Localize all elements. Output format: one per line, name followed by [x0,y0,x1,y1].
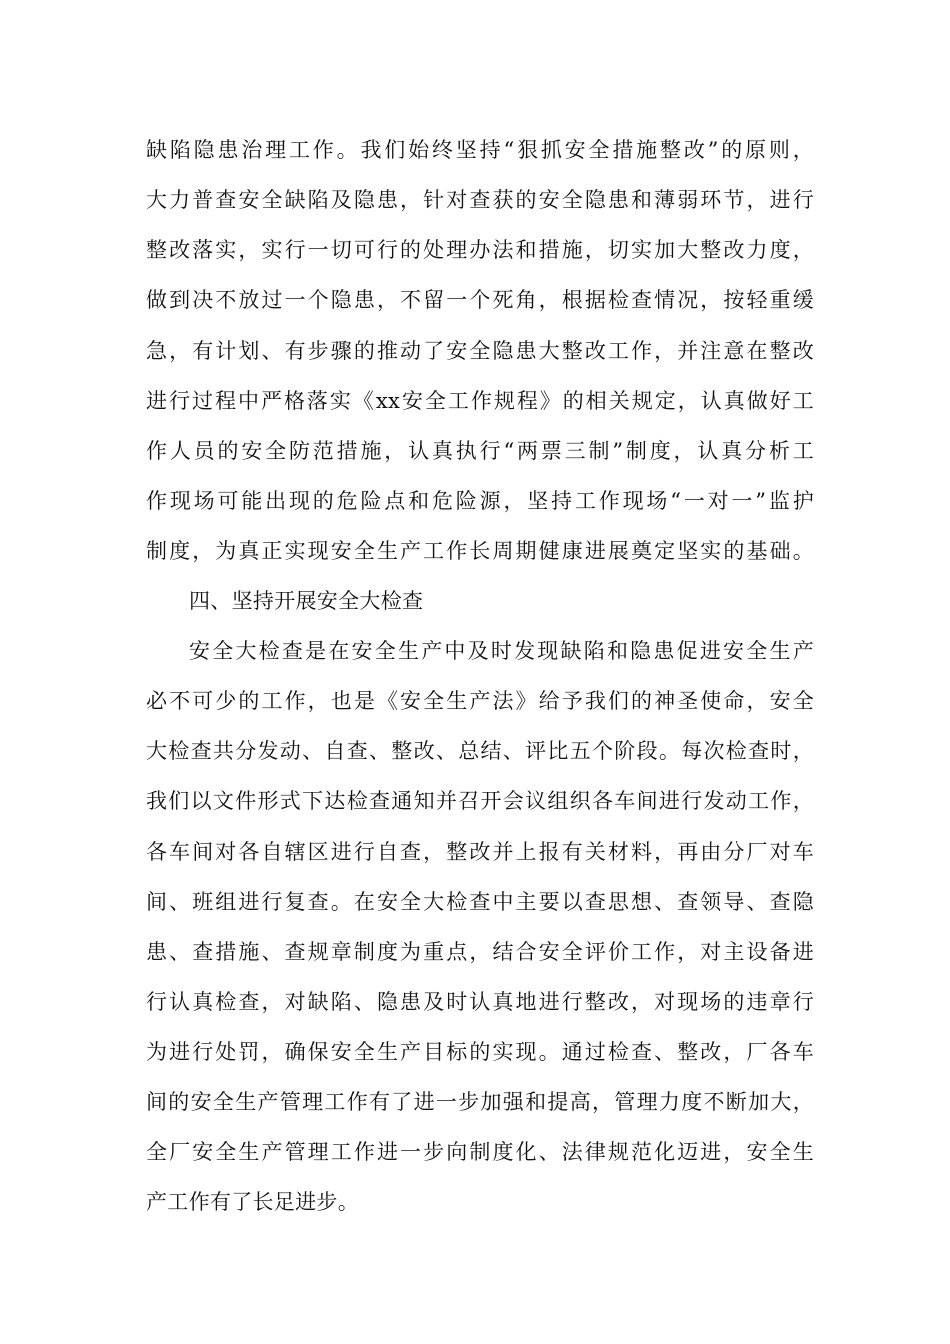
body-text-line: 安全大检查是在安全生产中及时发现缺陷和隐患促进安全生产 [189,639,814,663]
body-text-line: 患、查措施、查规章制度为重点，结合安全评价工作，对主设备进 [146,940,814,964]
body-text-line: 间的安全生产管理工作有了进一步加强和提高，管理力度不断加大， [146,1090,814,1114]
body-text-line: 整改落实，实行一切可行的处理办法和措施，切实加大整改力度， [146,238,814,262]
body-text-line: 制度，为真正实现安全生产工作长周期健康进展奠定坚实的基础。 [146,539,814,563]
body-text-line: 急，有计划、有步骤的推动了安全隐患大整改工作，并注意在整改 [146,339,814,363]
body-text-line: 缺陷隐患治理工作。我们始终坚持“狠抓安全措施整改”的原则， [146,138,814,162]
body-text-line: 作现场可能出现的危险点和危险源，坚持工作现场“一对一”监护 [146,489,814,513]
body-text-line: 大力普查安全缺陷及隐患，针对查获的安全隐患和薄弱环节，进行 [146,188,814,212]
body-text-line: 作人员的安全防范措施，认真执行“两票三制”制度，认真分析工 [146,439,814,463]
body-text-line: 我们以文件形式下达检查通知并召开会议组织各车间进行发动工作， [146,789,814,813]
body-text-line: 做到决不放过一个隐患，不留一个死角，根据检查情况，按轻重缓 [146,288,814,312]
body-text-line: 行认真检查，对缺陷、隐患及时认真地进行整改，对现场的违章行 [146,990,814,1014]
body-text-line: 必不可少的工作，也是《安全生产法》给予我们的神圣使命，安全 [146,689,814,713]
body-text-line: 进行过程中严格落实《xx安全工作规程》的相关规定，认真做好工 [146,389,814,413]
body-text-line: 大检查共分发动、自查、整改、总结、评比五个阶段。每次检查时， [146,739,814,763]
body-text-line: 全厂安全生产管理工作进一步向制度化、法律规范化迈进，安全生 [146,1140,814,1164]
body-text-line: 产工作有了长足进步。 [146,1190,359,1214]
body-text-line: 为进行处罚，确保安全生产目标的实现。通过检查、整改，厂各车 [146,1040,814,1064]
body-text-line: 各车间对各自辖区进行自查，整改并上报有关材料，再由分厂对车 [146,840,814,864]
section-heading: 四、坚持开展安全大检查 [189,589,424,613]
body-text-line: 间、班组进行复查。在安全大检查中主要以查思想、查领导、查隐 [146,890,814,914]
